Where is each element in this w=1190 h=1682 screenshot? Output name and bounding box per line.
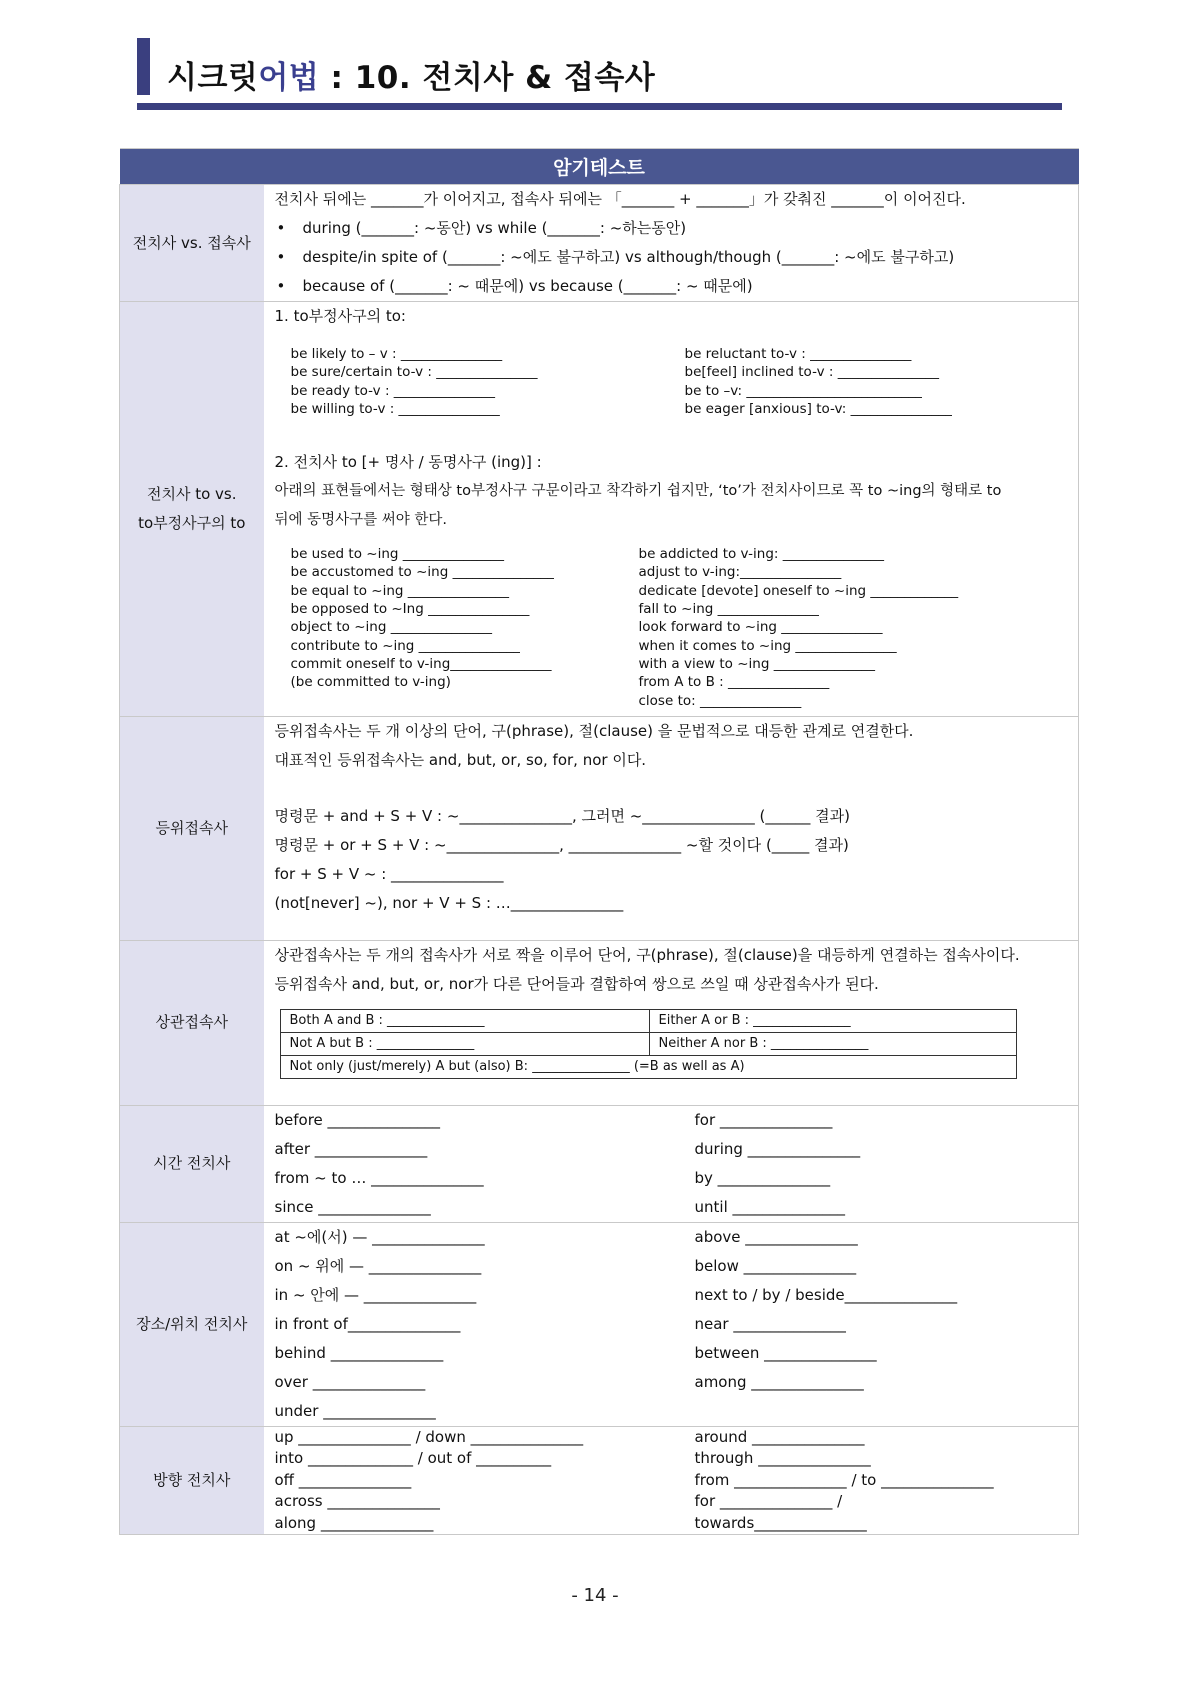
list-item: among _______________	[694, 1372, 864, 1391]
list-item: be reluctant to-v : _______________	[684, 346, 912, 362]
title-accent: 어법	[258, 60, 320, 96]
list-item: be ready to-v : _______________	[290, 382, 496, 399]
section-row-to-infinitive	[120, 302, 1079, 717]
list-item: in front of_______________	[274, 1314, 461, 1333]
bullet-item: • despite/in spite of (_______: ~에도 불구하고) vs although/though (_______: ~에도 불구하고)	[275, 243, 1069, 272]
title-underline	[137, 103, 1062, 110]
section-label: 장소/위치 전치사	[120, 1222, 264, 1426]
page-number: - 14 -	[571, 1585, 619, 1606]
pattern-line: for + S + V ~ : _______________	[274, 864, 504, 883]
time-right-col	[695, 1106, 1069, 1222]
table-header-row	[120, 149, 1079, 185]
place-left-col	[275, 1223, 695, 1426]
box-cell: Neither A nor B : _______________	[649, 1032, 1016, 1055]
pattern-line: (not[never] ~), nor + V + S : …_______________	[274, 893, 624, 912]
pattern-line: 명령문 + or + S + V : ~_______________, _______________ ~할 것이다 (_____ 결과)	[274, 835, 849, 854]
bullet-item: • because of (_______: ~ 때문에) vs because (_______: ~ 때문에)	[275, 272, 1069, 301]
part2-title: 2. 전치사 to [+ 명사 / 동명사구 (ing)] :	[274, 453, 542, 472]
list-item: be[feel] inclined to-v : _______________	[684, 364, 939, 381]
list-item: be sure/certain to-v : _______________	[290, 364, 538, 381]
part1-left-col	[291, 345, 685, 418]
section-label-line: to부정사구의 to	[138, 513, 246, 532]
section-content	[264, 302, 1079, 717]
list-item: be likely to – v : _______________	[290, 346, 503, 362]
list-item: into ______________ / out of __________	[274, 1449, 552, 1468]
description-line: 대표적인 등위접속사는 and, but, or, so, for, nor 이다.	[274, 750, 647, 769]
section-row-correlative	[120, 940, 1079, 1105]
section-label: 전치사 vs. 접속사	[120, 185, 264, 302]
intro-line: 전치사 뒤에는 _______가 이어지고, 접속사 뒤에는 「_______ + _______」가 갖춰진 _______이 이어진다.	[274, 190, 966, 208]
box-row	[280, 1032, 1016, 1055]
section-label: 상관접속사	[120, 940, 264, 1105]
section-content	[264, 1222, 1079, 1426]
correlative-box	[280, 1009, 1017, 1079]
list-item: when it comes to ~ing _______________	[638, 637, 897, 654]
list-item: off _______________	[274, 1470, 412, 1489]
list-item: on ~ 위에 — _______________	[274, 1256, 482, 1275]
list-item: over _______________	[274, 1372, 426, 1391]
part1-right-col	[685, 345, 952, 418]
list-item: by _______________	[694, 1168, 831, 1187]
section-row-time	[120, 1105, 1079, 1222]
list-item: close to: _______________	[638, 692, 802, 709]
list-item: (be committed to v-ing)	[290, 674, 451, 691]
box-cell: Both A and B : _______________	[280, 1009, 649, 1032]
part2-left-col	[291, 545, 639, 710]
list-item: under _______________	[274, 1401, 436, 1420]
direction-right-col	[695, 1427, 1069, 1535]
list-item: dedicate [devote] oneself to ~ing _____________	[638, 582, 959, 599]
list-item: commit oneself to v-ing_______________	[290, 655, 552, 672]
list-item: fall to ~ing _______________	[638, 601, 819, 618]
bullet-item: • during (_______: ~동안) vs while (_______: ~하는동안)	[275, 214, 1069, 243]
list-item: through _______________	[694, 1449, 871, 1468]
list-item: above _______________	[694, 1227, 858, 1246]
title-rest: : 10. 전치사 & 접속사	[319, 60, 656, 96]
part1-list	[275, 345, 1069, 418]
time-grid	[275, 1106, 1069, 1222]
list-item: at ~에(서) — _______________	[274, 1227, 485, 1246]
section-row-coordinating	[120, 716, 1079, 940]
list-item: be addicted to v-ing: _______________	[638, 546, 885, 563]
list-item: look forward to ~ing _______________	[638, 619, 883, 636]
part2-description: 아래의 표현들에서는 형태상 to부정사구 구문이라고 착각하기 쉽지만, ‘to’가 전치사이므로 꼭 to ~ing의 형태로 to	[274, 483, 1002, 500]
section-row-place	[120, 1222, 1079, 1426]
section-label	[120, 302, 264, 717]
list-item: next to / by / beside_______________	[694, 1285, 958, 1304]
description-line: 등위접속사는 두 개 이상의 단어, 구(phrase), 절(clause) 을 문법적으로 대등한 관계로 연결한다.	[274, 721, 914, 740]
list-item: for _______________ /	[694, 1492, 843, 1511]
title-prefix: 시크릿	[167, 60, 259, 96]
list-item: with a view to ~ing _______________	[638, 655, 875, 672]
list-item: be accustomed to ~ing _______________	[290, 564, 554, 581]
page-header	[137, 38, 1062, 110]
pattern-line: 명령문 + and + S + V : ~_______________, 그러면 ~_______________ (______ 결과)	[274, 806, 851, 825]
box-cell: Either A or B : _______________	[649, 1009, 1016, 1032]
list-item: be eager [anxious] to-v: _______________	[684, 400, 952, 417]
section-content	[264, 716, 1079, 940]
section-label: 등위접속사	[120, 716, 264, 940]
memorization-test-table	[119, 148, 1079, 1535]
list-item: from A to B : _______________	[638, 674, 830, 691]
list-item: object to ~ing _______________	[290, 619, 492, 636]
list-item: before _______________	[274, 1110, 441, 1129]
description-line: 등위접속사 and, but, or, nor가 다른 단어들과 결합하여 쌍으로 쓰일 때 상관접속사가 된다.	[274, 974, 879, 993]
box-cell: Not only (just/merely) A but (also) B: _______________ (=B as well as A)	[280, 1055, 1016, 1078]
list-item: after _______________	[274, 1139, 428, 1158]
list-item: be equal to ~ing _______________	[290, 582, 509, 599]
box-cell: Not A but B : _______________	[280, 1032, 649, 1055]
place-right-col	[695, 1223, 1069, 1426]
list-item: be opposed to ~Ing _______________	[290, 601, 530, 618]
description-line: 상관접속사는 두 개의 접속사가 서로 짝을 이루어 단어, 구(phrase), 절(clause)을 대등하게 연결하는 접속사이다.	[274, 945, 1020, 964]
list-item: since _______________	[274, 1197, 431, 1216]
list-item: be used to ~ing _______________	[290, 546, 504, 563]
section-row-prep-vs-conj	[120, 185, 1079, 302]
list-item: across _______________	[274, 1492, 440, 1511]
direction-grid	[275, 1427, 1069, 1535]
list-item: behind _______________	[274, 1343, 444, 1362]
list-item: along _______________	[274, 1513, 434, 1532]
page-title	[167, 52, 655, 97]
list-item: for _______________	[694, 1110, 833, 1129]
section-content	[264, 940, 1079, 1105]
list-item: be willing to-v : _______________	[290, 400, 500, 417]
list-item: during _______________	[694, 1139, 861, 1158]
section-row-direction	[120, 1426, 1079, 1535]
box-row	[280, 1009, 1016, 1032]
list-item: near _______________	[694, 1314, 846, 1333]
list-item: towards_______________	[694, 1513, 867, 1532]
list-item: be to –v: __________________________	[684, 382, 922, 399]
list-item: until _______________	[694, 1197, 845, 1216]
part2-right-col	[639, 545, 959, 710]
list-item: from _______________ / to _______________	[694, 1470, 994, 1489]
list-item: below _______________	[694, 1256, 857, 1275]
section-label: 시간 전치사	[120, 1105, 264, 1222]
section-label: 방향 전치사	[120, 1426, 264, 1535]
list-item: in ~ 안에 — _______________	[274, 1285, 477, 1304]
list-item: contribute to ~ing _______________	[290, 637, 520, 654]
part1-title: 1. to부정사구의 to:	[274, 307, 406, 325]
section-content	[264, 1105, 1079, 1222]
section-content	[264, 185, 1079, 302]
section-content	[264, 1426, 1079, 1535]
time-left-col	[275, 1106, 695, 1222]
section-label-line: 전치사 to vs.	[146, 484, 237, 503]
list-item: up _______________ / down _______________	[274, 1427, 584, 1446]
direction-left-col	[275, 1427, 695, 1535]
title-accent-bar	[137, 38, 150, 95]
list-item: between _______________	[694, 1343, 877, 1362]
list-item: adjust to v-ing:_______________	[638, 564, 842, 581]
table-heading: 암기테스트	[120, 149, 1079, 185]
box-row	[280, 1055, 1016, 1078]
list-item: around _______________	[694, 1427, 865, 1446]
list-item: from ~ to … _______________	[274, 1168, 484, 1187]
place-grid	[275, 1223, 1069, 1426]
part2-description: 뒤에 동명사구를 써야 한다.	[274, 512, 448, 529]
part2-list	[275, 545, 1069, 716]
